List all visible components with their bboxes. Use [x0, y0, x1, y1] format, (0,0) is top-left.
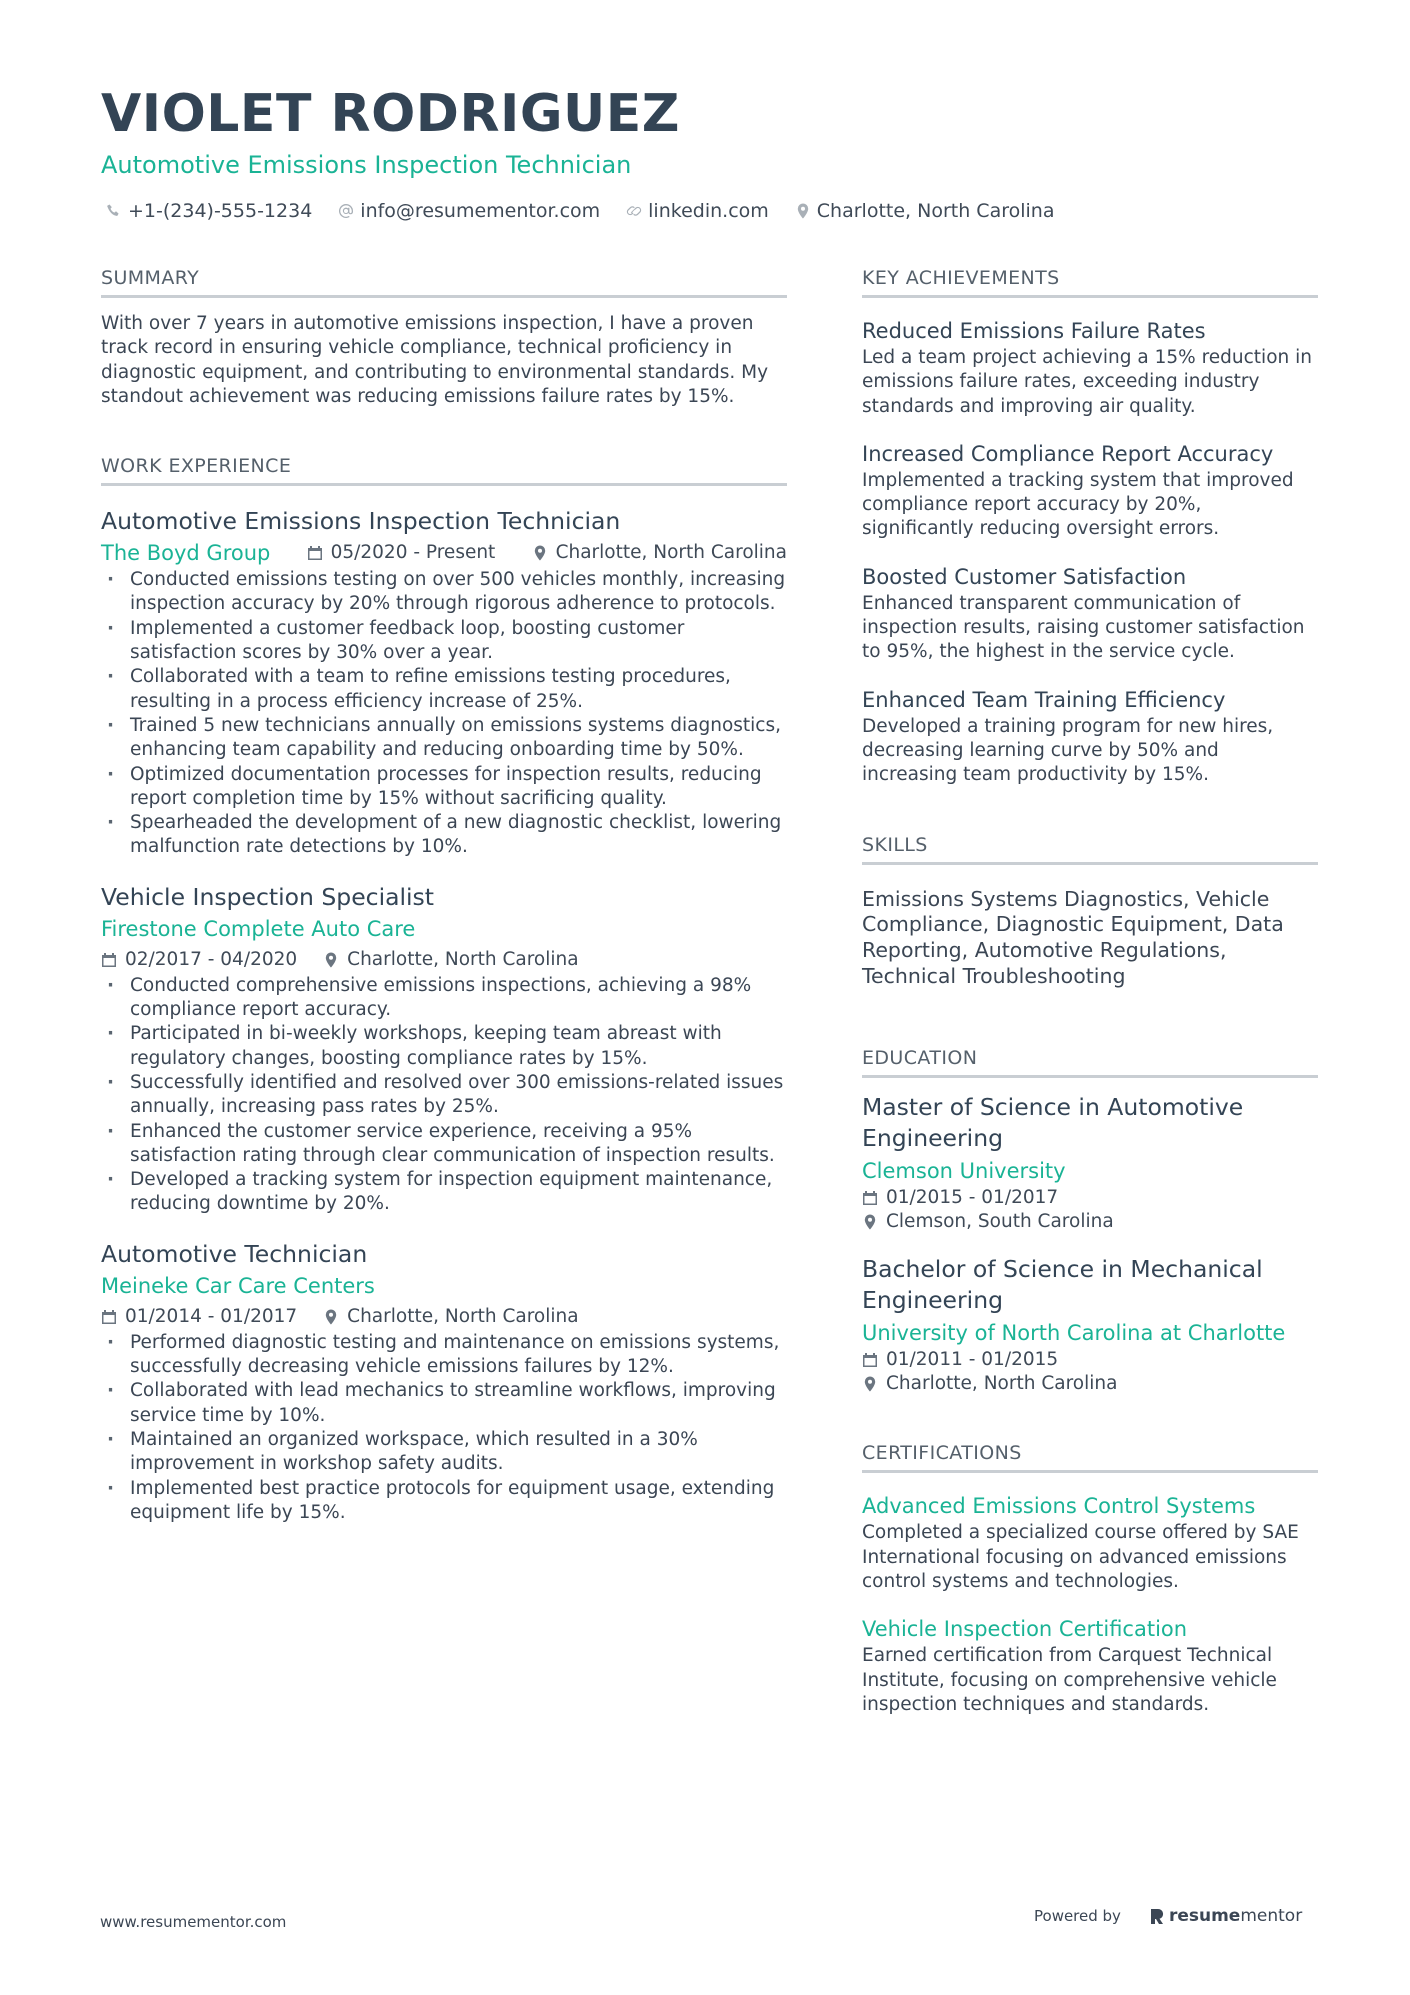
job-dates-text: 01/2014 - 01/2017: [125, 1305, 298, 1327]
achievement-text: Enhanced transparent communication of inspection results, raising customer satisfaction to 95%, the highest in the service cycle.: [862, 592, 1305, 663]
phone-icon: [106, 203, 122, 219]
job-title: Vehicle Inspection Specialist: [101, 882, 435, 911]
footer-brand: [1034, 1906, 1302, 1926]
job-meta-row: [101, 538, 787, 568]
summary-heading: SUMMARY: [101, 267, 787, 298]
location-pin-icon: [862, 1214, 878, 1230]
job-location-text: Charlotte, North Carolina: [347, 1305, 579, 1327]
calendar-icon: [101, 952, 117, 968]
education-dates-text: 01/2011 - 01/2015: [886, 1349, 1059, 1371]
job-location: [532, 539, 787, 567]
bullet-item: · Performed diagnostic testing and maintenance on emissions systems, successfully decreasing vehicle emissions failures by 12%.: [101, 1331, 787, 1380]
contact-location: [795, 200, 1055, 222]
education-school: Clemson University: [862, 1159, 1066, 1184]
education-dates: [862, 1186, 1318, 1210]
achievement-item: [862, 316, 1318, 419]
job-company: Meineke Car Care Centers: [101, 1273, 375, 1298]
bullet-item: · Trained 5 new technicians annually on emissions systems diagnostics, enhancing team capability and reducing onboarding time by 50%.: [101, 714, 787, 763]
education-degree: Master of Science in Automotive Engineering: [862, 1093, 1244, 1153]
job-dates-text: 02/2017 - 04/2020: [125, 948, 298, 970]
achievement-text: Implemented a tracking system that improved compliance report accuracy by 20%, significantly reducing oversight errors.: [862, 469, 1294, 540]
job-dates: [307, 539, 496, 567]
location-pin-icon: [795, 203, 811, 219]
certification-text: Earned certification from Carquest Technical Institute, focusing on comprehensive vehicle inspection techniques and standards.: [862, 1645, 1277, 1715]
job-entry: [101, 882, 787, 1217]
job-entry: [101, 506, 787, 860]
candidate-name: VIOLET RODRIGUEZ: [101, 84, 680, 144]
bullet-item: · Implemented a customer feedback loop, boosting customer satisfaction scores by 30% over a year.: [101, 617, 787, 666]
job-location-text: Charlotte, North Carolina: [555, 542, 787, 564]
achievement-item: [862, 562, 1318, 665]
job-meta-row: [101, 1303, 787, 1331]
education-location-wrap: [862, 1210, 1114, 1234]
job-bullets: [101, 568, 787, 860]
bullet-item: · Participated in bi-weekly workshops, keeping team abreast with regulatory changes, boosting compliance rates by 15%.: [101, 1022, 787, 1071]
certifications-heading: CERTIFICATIONS: [862, 1442, 1318, 1473]
education-degree: Bachelor of Science in Mechanical Engineering: [862, 1255, 1263, 1315]
education-school: University of North Carolina at Charlotte: [862, 1321, 1286, 1346]
job-company: The Boyd Group: [101, 541, 271, 566]
left-column: [101, 267, 787, 1525]
achievement-title: Enhanced Team Training Efficiency: [862, 687, 1226, 712]
education-dates-text: 01/2015 - 01/2017: [886, 1187, 1059, 1209]
certification-item: [862, 1491, 1318, 1594]
education-dates: [862, 1348, 1318, 1372]
website-text: linkedin.com: [648, 200, 769, 222]
brand-light: mentor: [1240, 1906, 1303, 1926]
bullet-item: · Successfully identified and resolved over 300 emissions-related issues annually, increasing pass rates by 25%.: [101, 1071, 787, 1120]
candidate-title: Automotive Emissions Inspection Technician: [101, 151, 632, 179]
location-pin-icon: [323, 952, 339, 968]
calendar-icon: [101, 1309, 117, 1325]
education-dates-wrap: [862, 1348, 1058, 1372]
job-bullets: [101, 974, 787, 1217]
summary-text: With over 7 years in automotive emissions inspection, I have a proven track record in ensuring vehicle compliance, technical proficiency in diagnostic equipment, and contributing to environmental standards. My standout achievement was reducing emissions failure rates by 15%.: [101, 313, 769, 407]
bullet-item: · Collaborated with a team to refine emissions testing procedures, resulting in a process efficiency increase of 25%.: [101, 665, 787, 714]
job-title: Automotive Emissions Inspection Technician: [101, 507, 621, 536]
bullet-item: · Spearheaded the development of a new diagnostic checklist, lowering malfunction rate detections by 10%.: [101, 811, 787, 860]
bullet-item: · Optimized documentation processes for inspection results, reducing report completion time by 15% without sacrificing quality.: [101, 763, 787, 812]
achievement-item: [862, 439, 1318, 542]
bullet-item: · Enhanced the customer service experience, receiving a 95% satisfaction rating through clear communication of inspection results.: [101, 1120, 787, 1169]
job-entry: [101, 1239, 787, 1525]
education-item: [862, 1254, 1318, 1396]
resumementor-logo-icon: [1149, 1907, 1165, 1925]
location-text: Charlotte, North Carolina: [816, 200, 1055, 222]
email-text: info@resumementor.com: [360, 200, 601, 222]
footer-website[interactable]: www.resumementor.com: [100, 1913, 287, 1931]
link-icon: [626, 203, 642, 219]
job-dates-text: 05/2020 - Present: [330, 542, 496, 564]
bullet-item: · Collaborated with lead mechanics to streamline workflows, improving service time by 10%.: [101, 1379, 787, 1428]
education-dates-wrap: [862, 1186, 1058, 1210]
bullet-item: · Conducted emissions testing on over 500 vehicles monthly, increasing inspection accuracy by 20% through rigorous adherence to protocols.: [101, 568, 787, 617]
achievement-title: Increased Compliance Report Accuracy: [862, 441, 1274, 466]
contact-bar: [106, 200, 1080, 222]
bullet-item: · Conducted comprehensive emissions inspections, achieving a 98% compliance report accuracy.: [101, 974, 787, 1023]
brand-logo[interactable]: [1149, 1906, 1302, 1926]
job-location: [323, 1303, 578, 1331]
achievement-text: Led a team project achieving a 15% reduction in emissions failure rates, exceeding industry standards and improving air quality.: [862, 347, 1312, 417]
education-item: [862, 1092, 1318, 1234]
calendar-icon: [307, 545, 323, 561]
education-location: [862, 1210, 1318, 1234]
bullet-item: · Developed a tracking system for inspection equipment maintenance, reducing downtime by 20%.: [101, 1168, 787, 1217]
job-dates: [101, 1303, 297, 1331]
bullet-item: · Maintained an organized workspace, which resulted in a 30% improvement in workshop safety audits.: [101, 1428, 787, 1477]
contact-email[interactable]: [338, 200, 600, 222]
achievement-item: [862, 685, 1318, 788]
achievement-title: Reduced Emissions Failure Rates: [862, 319, 1206, 343]
location-pin-icon: [532, 545, 548, 561]
education-location-wrap: [862, 1372, 1117, 1396]
education-location: [862, 1372, 1318, 1396]
education-location-text: Charlotte, North Carolina: [886, 1373, 1118, 1395]
location-pin-icon: [323, 1309, 339, 1325]
experience-heading: WORK EXPERIENCE: [101, 455, 787, 486]
bullet-item: · Implemented best practice protocols for equipment usage, extending equipment life by 15%.: [101, 1477, 787, 1526]
certification-item: [862, 1614, 1318, 1717]
contact-link[interactable]: [626, 200, 769, 222]
job-dates: [101, 946, 297, 974]
powered-by-label: Powered by: [1034, 1907, 1121, 1925]
job-location-text: Charlotte, North Carolina: [347, 948, 579, 970]
contact-phone[interactable]: [106, 200, 312, 222]
brand-bold: resume: [1168, 1906, 1241, 1926]
certification-title: Vehicle Inspection Certification: [862, 1617, 1188, 1642]
certification-text: Completed a specialized course offered by SAE International focusing on advanced emissions control systems and technologies.: [862, 1522, 1299, 1592]
job-title: Automotive Technician: [101, 1239, 368, 1268]
achievements-heading: KEY ACHIEVEMENTS: [862, 267, 1318, 298]
phone-text: +1-(234)-555-1234: [128, 200, 313, 222]
location-pin-icon: [862, 1376, 878, 1392]
achievement-title: Boosted Customer Satisfaction: [862, 564, 1187, 589]
skills-text: Emissions Systems Diagnostics, Vehicle Compliance, Diagnostic Equipment, Data Reporting, Automotive Regulations, Technical Troubleshooting: [862, 886, 1284, 988]
certification-title: Advanced Emissions Control Systems: [862, 1494, 1256, 1519]
skills-heading: SKILLS: [862, 834, 1318, 865]
job-meta-row: [101, 946, 787, 974]
job-location: [323, 946, 578, 974]
achievement-text: Developed a training program for new hires, decreasing learning curve by 50% and increasing team productivity by 15%.: [862, 715, 1274, 786]
calendar-icon: [862, 1190, 878, 1206]
education-heading: EDUCATION: [862, 1047, 1318, 1078]
calendar-icon: [862, 1352, 878, 1368]
job-company: Firestone Complete Auto Care: [101, 916, 416, 941]
job-bullets: [101, 1331, 787, 1525]
right-column: [862, 267, 1318, 1717]
education-location-text: Clemson, South Carolina: [886, 1211, 1114, 1233]
at-icon: [338, 203, 354, 219]
